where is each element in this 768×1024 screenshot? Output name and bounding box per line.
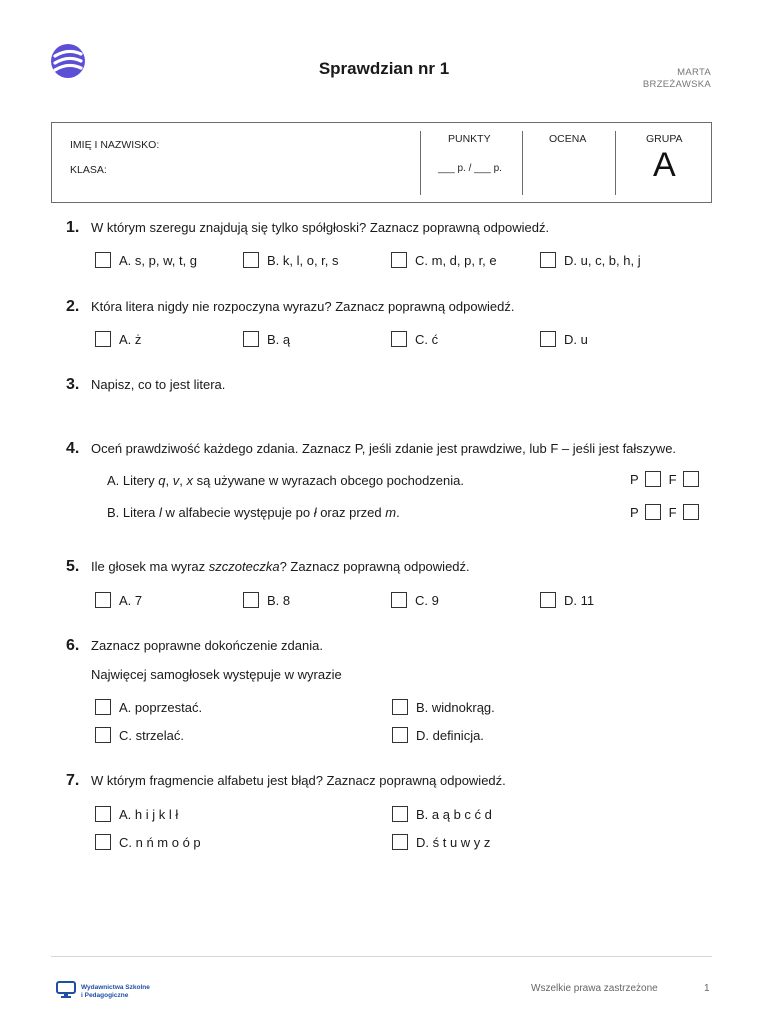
answer-option[interactable]: B. a ą b c ć d xyxy=(392,806,492,822)
answer-option[interactable]: A. s, p, w, t, g xyxy=(95,252,197,268)
answer-option[interactable]: D. definicja. xyxy=(392,727,484,743)
student-info-box xyxy=(51,122,712,203)
question-number: 3. xyxy=(66,376,80,393)
true-checkbox[interactable] xyxy=(645,471,661,487)
checkbox[interactable] xyxy=(392,834,408,850)
answer-option[interactable]: B. k, l, o, r, s xyxy=(243,252,339,268)
answer-option[interactable]: A. poprzestać. xyxy=(95,699,202,715)
answer-option[interactable]: C. m, d, p, r, e xyxy=(391,252,497,268)
checkbox[interactable] xyxy=(243,252,259,268)
answer-option[interactable]: C. strzelać. xyxy=(95,727,184,743)
checkbox[interactable] xyxy=(392,727,408,743)
points-label: PUNKTY xyxy=(448,133,491,145)
question-text: Która litera nigdy nie rozpoczyna wyrazu? Zaznacz poprawną odpowiedź. xyxy=(91,299,515,314)
question-number: 6. xyxy=(66,637,80,654)
publisher-name: Wydawnictwa Szkolne i Pedagogiczne xyxy=(81,984,150,999)
answer-option[interactable]: D. u, c, b, h, j xyxy=(540,252,641,268)
footer-divider xyxy=(51,956,712,957)
checkbox[interactable] xyxy=(95,834,111,850)
page-number: 1 xyxy=(704,983,710,994)
answer-option[interactable]: D. 11 xyxy=(540,592,594,608)
checkbox[interactable] xyxy=(243,592,259,608)
question-number: 2. xyxy=(66,298,80,315)
checkbox[interactable] xyxy=(95,806,111,822)
author xyxy=(643,67,711,91)
question-text: Ile głosek ma wyraz szczoteczka? Zaznacz poprawną odpowiedź. xyxy=(91,559,470,574)
checkbox[interactable] xyxy=(391,592,407,608)
checkbox[interactable] xyxy=(540,252,556,268)
checkbox[interactable] xyxy=(392,806,408,822)
answer-option[interactable]: B. 8 xyxy=(243,592,290,608)
statement-b: B. Litera l w alfabecie występuje po ł oraz przed m. xyxy=(107,505,400,520)
true-false-b: P F xyxy=(630,504,699,520)
true-false-a: P F xyxy=(630,471,699,487)
question-number: 5. xyxy=(66,558,80,575)
answer-option[interactable]: C. n ń m o ó p xyxy=(95,834,201,850)
checkbox[interactable] xyxy=(95,331,111,347)
group-value: A xyxy=(653,146,676,184)
group-label: GRUPA xyxy=(646,133,683,145)
divider xyxy=(522,131,523,195)
answer-option[interactable]: A. h i j k l ł xyxy=(95,806,178,822)
checkbox[interactable] xyxy=(95,592,111,608)
monitor-logo-icon xyxy=(56,981,76,999)
answer-option[interactable]: B. widnokrąg. xyxy=(392,699,495,715)
points-blank: ___ p. / ___ p. xyxy=(438,163,502,174)
true-checkbox[interactable] xyxy=(645,504,661,520)
author-last-name: BRZEŻAWSKA xyxy=(642,79,711,90)
question-text: W którym szeregu znajdują się tylko spółgłoski? Zaznacz poprawną odpowiedź. xyxy=(91,220,550,235)
class-label: KLASA: xyxy=(70,164,107,176)
answer-option[interactable]: A. ż xyxy=(95,331,141,347)
grade-label: OCENA xyxy=(549,133,587,145)
question-text: Zaznacz poprawne dokończenie zdania. xyxy=(91,638,323,653)
checkbox[interactable] xyxy=(540,592,556,608)
question-text: W którym fragmencie alfabetu jest błąd? Zaznacz poprawną odpowiedź. xyxy=(91,773,506,788)
question-text: Oceń prawdziwość każdego zdania. Zaznacz P, jeśli zdanie jest prawdziwe, lub F – jeśli jest fałszywe. xyxy=(91,441,677,456)
answer-option[interactable]: B. ą xyxy=(243,331,290,347)
answer-option[interactable]: C. ć xyxy=(391,331,438,347)
author-first-name: MARTA xyxy=(677,67,711,78)
statement-a: A. Litery q, v, x są używane w wyrazach obcego pochodzenia. xyxy=(107,473,464,488)
divider xyxy=(615,131,616,195)
checkbox[interactable] xyxy=(540,331,556,347)
false-checkbox[interactable] xyxy=(683,471,699,487)
answer-option[interactable]: C. 9 xyxy=(391,592,439,608)
false-checkbox[interactable] xyxy=(683,504,699,520)
question-number: 1. xyxy=(66,219,80,236)
checkbox[interactable] xyxy=(95,727,111,743)
checkbox[interactable] xyxy=(95,252,111,268)
checkbox[interactable] xyxy=(95,699,111,715)
answer-option[interactable]: D. u xyxy=(540,331,588,347)
answer-option[interactable]: A. 7 xyxy=(95,592,142,608)
question-number: 7. xyxy=(66,772,80,789)
question-number: 4. xyxy=(66,440,80,457)
page-title: Sprawdzian nr 1 xyxy=(318,59,450,78)
checkbox[interactable] xyxy=(243,331,259,347)
question-subtext: Najwięcej samogłosek występuje w wyrazie xyxy=(91,667,342,682)
answer-option[interactable]: D. ś t u w y z xyxy=(392,834,490,850)
divider xyxy=(420,131,421,195)
checkbox[interactable] xyxy=(391,331,407,347)
name-label: IMIĘ I NAZWISKO: xyxy=(70,139,160,151)
question-text: Napisz, co to jest litera. xyxy=(91,377,226,392)
copyright-notice: Wszelkie prawa zastrzeżone xyxy=(531,983,658,994)
checkbox[interactable] xyxy=(392,699,408,715)
checkbox[interactable] xyxy=(391,252,407,268)
